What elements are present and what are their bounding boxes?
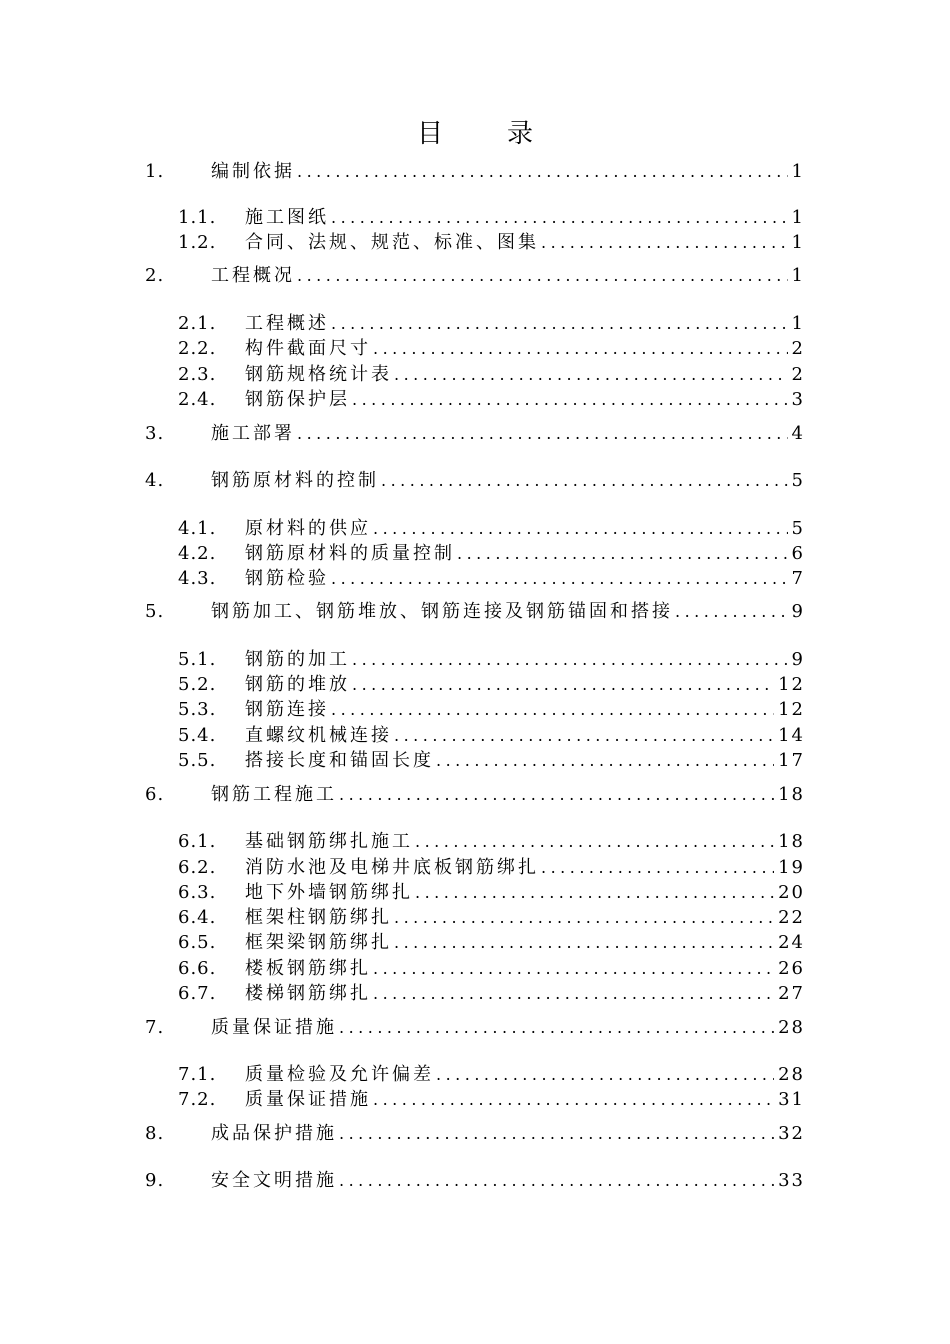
toc-entry-label: 钢筋检验 [245,568,329,589]
toc-entry-label: 安全文明措施 [211,1170,337,1191]
toc-entry-number: 1.1. [178,207,217,228]
toc-entry[interactable] [0,829,950,855]
toc-entry-leader [371,336,788,362]
toc-entry-number: 1.2. [178,232,217,253]
toc-entry-label: 钢筋连接 [245,699,329,720]
toc-entry[interactable] [0,855,950,881]
toc-entry-page: 12 [778,699,805,720]
toc-entry-page: 1 [791,265,805,286]
toc-entry[interactable] [0,1062,950,1088]
toc-title-left: 目 [416,119,443,149]
toc-entry-number: 5.5. [178,750,217,771]
toc-entry-number: 6.5. [178,932,217,953]
toc-entry-number: 2.3. [178,364,217,385]
toc-entry-label: 消防水池及电梯井底板钢筋绑扎 [245,857,539,878]
toc-entry-leader [329,697,774,723]
toc-entry-page: 1 [791,207,805,228]
toc-entry-page: 9 [791,601,805,622]
toc-entry-page: 18 [778,831,805,852]
toc-entry-leader [329,311,788,337]
toc-entry-page: 24 [778,932,805,953]
toc-entry-label: 工程概述 [245,313,329,334]
toc-entry-number: 6.7. [178,983,217,1004]
toc-entry-page: 12 [778,674,805,695]
toc-entry-label: 楼板钢筋绑扎 [245,958,371,979]
toc-entry-page: 1 [791,313,805,334]
toc-entry[interactable] [0,1121,950,1147]
toc-entry[interactable] [0,230,950,256]
toc-entry-label: 楼梯钢筋绑扎 [245,983,371,1004]
toc-entry-label: 工程概况 [211,265,295,286]
toc-entry-leader [434,748,774,774]
toc-entry-number: 7.1. [178,1064,217,1085]
toc-entry-label: 直螺纹机械连接 [245,725,392,746]
toc-entry-leader [337,1121,774,1147]
toc-title [0,114,950,154]
toc-entry-number: 5.4. [178,725,217,746]
toc-entry-label: 成品保护措施 [211,1123,337,1144]
toc-entry[interactable] [0,566,950,592]
toc-entry-page: 18 [778,784,805,805]
toc-entry-label: 质量保证措施 [211,1017,337,1038]
toc-entry-number: 6.2. [178,857,217,878]
toc-entry[interactable] [0,672,950,698]
toc-entry-number: 5.3. [178,699,217,720]
toc-entry-leader [337,1015,774,1041]
toc-entry-leader [434,1062,774,1088]
toc-entry[interactable] [0,387,950,413]
toc-entry[interactable] [0,1087,950,1113]
toc-entry-page: 2 [791,338,805,359]
toc-entry-leader [392,723,774,749]
toc-entry[interactable] [0,159,950,185]
toc-entry[interactable] [0,748,950,774]
toc-entry-page: 5 [791,518,805,539]
toc-entry-number: 7. [145,1017,165,1038]
toc-entry-number: 7.2. [178,1089,217,1110]
toc-entry-label: 施工部署 [211,423,295,444]
toc-entry-number: 6.3. [178,882,217,903]
toc-entry-leader [350,672,774,698]
toc-entry-page: 3 [791,389,805,410]
toc-entry-number: 5. [145,601,165,622]
toc-entry[interactable] [0,880,950,906]
toc-entry-number: 6.6. [178,958,217,979]
toc-entry[interactable] [0,647,950,673]
toc-entry[interactable] [0,697,950,723]
toc-entry[interactable] [0,263,950,289]
toc-entry[interactable] [0,421,950,447]
toc-entry-number: 9. [145,1170,165,1191]
toc-entry[interactable] [0,1168,950,1194]
toc-entry-page: 19 [778,857,805,878]
toc-entry-leader [337,782,774,808]
toc-entry-leader [539,855,774,881]
toc-entry-label: 钢筋原材料的控制 [211,470,379,491]
toc-entry[interactable] [0,311,950,337]
toc-entry-leader [392,362,788,388]
toc-entry-label: 钢筋的加工 [245,649,350,670]
toc-entry-page: 33 [778,1170,805,1191]
toc-entry-page: 28 [778,1064,805,1085]
toc-entry-page: 17 [778,750,805,771]
toc-entry-page: 32 [778,1123,805,1144]
toc-entry-number: 8. [145,1123,165,1144]
toc-entry-leader [392,930,774,956]
toc-entry-label: 构件截面尺寸 [245,338,371,359]
toc-entry-page: 9 [791,649,805,670]
toc-entry-leader [350,387,788,413]
toc-entry-leader [295,159,788,185]
toc-entry-number: 3. [145,423,165,444]
toc-entry-leader [371,516,788,542]
toc-entry[interactable] [0,336,950,362]
toc-entry-leader [371,1087,774,1113]
toc-entry-page: 6 [791,543,805,564]
toc-entry-leader [392,905,774,931]
toc-entry-leader [413,880,774,906]
toc-entry-leader [371,981,774,1007]
toc-entry[interactable] [0,723,950,749]
toc-entry[interactable] [0,905,950,931]
toc-entry-label: 基础钢筋绑扎施工 [245,831,413,852]
toc-entry-number: 1. [145,161,165,182]
toc-entry-number: 4.3. [178,568,217,589]
toc-entry-leader [673,599,788,625]
toc-entry-label: 钢筋的堆放 [245,674,350,695]
toc-entry[interactable] [0,599,950,625]
toc-entry-page: 22 [778,907,805,928]
toc-entry-label: 施工图纸 [245,207,329,228]
toc-entry[interactable] [0,956,950,982]
toc-entry-page: 27 [778,983,805,1004]
toc-entry-leader [329,205,788,231]
toc-entry[interactable] [0,782,950,808]
toc-entry-leader [455,541,788,567]
toc-entry-leader [350,647,788,673]
toc-entry-leader [295,421,788,447]
toc-entry[interactable] [0,930,950,956]
toc-entry[interactable] [0,981,950,1007]
toc-entry[interactable] [0,362,950,388]
toc-entry-page: 1 [791,161,805,182]
toc-entry-page: 5 [791,470,805,491]
toc-entry-number: 5.1. [178,649,217,670]
toc-entry-label: 质量保证措施 [245,1089,371,1110]
toc-entry-label: 编制依据 [211,161,295,182]
toc-entry[interactable] [0,541,950,567]
toc-entry-label: 原材料的供应 [245,518,371,539]
toc-entry-number: 4.1. [178,518,217,539]
toc-entry-label: 合同、法规、规范、标准、图集 [245,232,539,253]
toc-entry-leader [413,829,774,855]
toc-entry-number: 2.4. [178,389,217,410]
toc-entry-number: 5.2. [178,674,217,695]
toc-entry-page: 2 [791,364,805,385]
toc-entry-leader [295,263,788,289]
toc-entry-number: 2. [145,265,165,286]
toc-entry-leader [539,230,788,256]
toc-entry-number: 6. [145,784,165,805]
table-of-contents [0,156,950,1216]
toc-entry-number: 6.1. [178,831,217,852]
toc-entry-number: 2.2. [178,338,217,359]
toc-entry-number: 4. [145,470,165,491]
toc-entry-page: 14 [778,725,805,746]
toc-entry-leader [337,1168,774,1194]
toc-entry-page: 20 [778,882,805,903]
toc-entry-label: 钢筋规格统计表 [245,364,392,385]
toc-entry-label: 钢筋原材料的质量控制 [245,543,455,564]
toc-entry-page: 7 [791,568,805,589]
toc-entry-label: 框架柱钢筋绑扎 [245,907,392,928]
toc-entry-number: 4.2. [178,543,217,564]
toc-entry[interactable] [0,1015,950,1041]
toc-entry-label: 钢筋加工、钢筋堆放、钢筋连接及钢筋锚固和搭接 [211,601,673,622]
toc-entry[interactable] [0,516,950,542]
toc-entry[interactable] [0,468,950,494]
toc-entry-label: 质量检验及允许偏差 [245,1064,434,1085]
toc-entry-label: 钢筋工程施工 [211,784,337,805]
toc-entry-leader [379,468,788,494]
toc-entry-leader [371,956,774,982]
toc-entry-number: 6.4. [178,907,217,928]
toc-entry[interactable] [0,205,950,231]
toc-entry-label: 搭接长度和锚固长度 [245,750,434,771]
toc-entry-page: 28 [778,1017,805,1038]
toc-title-right: 录 [507,119,534,149]
toc-entry-label: 框架梁钢筋绑扎 [245,932,392,953]
toc-entry-leader [329,566,788,592]
toc-entry-label: 地下外墙钢筋绑扎 [245,882,413,903]
toc-entry-label: 钢筋保护层 [245,389,350,410]
toc-entry-page: 4 [791,423,805,444]
toc-entry-number: 2.1. [178,313,217,334]
toc-entry-page: 31 [778,1089,805,1110]
toc-entry-page: 1 [791,232,805,253]
toc-entry-page: 26 [778,958,805,979]
